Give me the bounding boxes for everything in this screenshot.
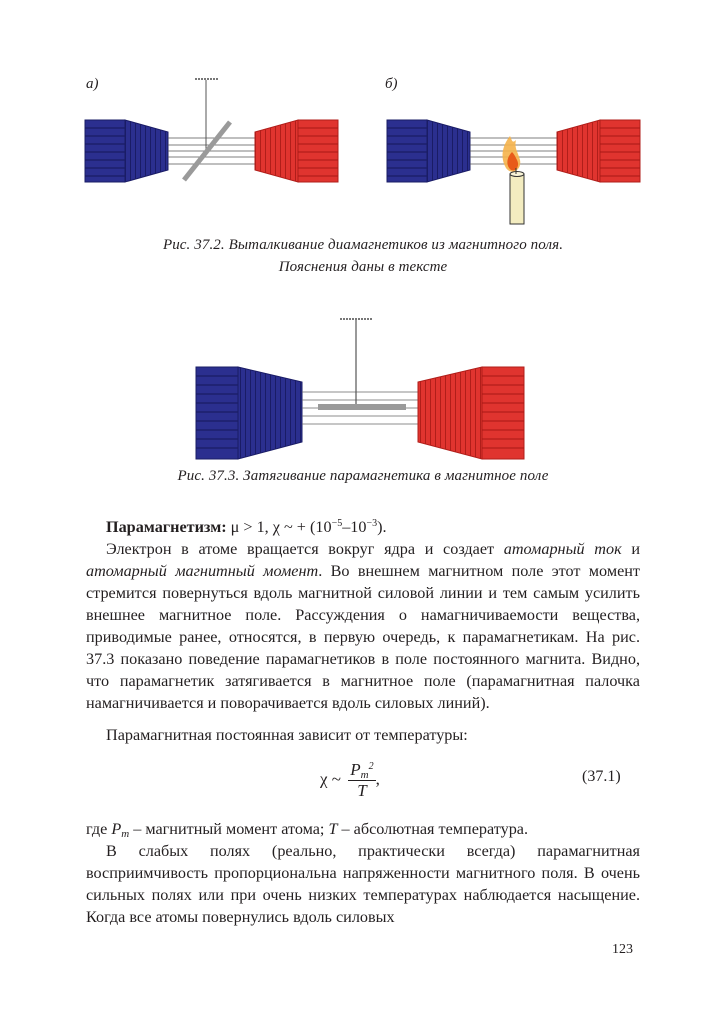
formula-num-P: P	[350, 760, 361, 779]
p1-text-a: Электрон в атоме вращается вокруг ядра и создает	[106, 540, 504, 558]
formula-numerator	[348, 760, 375, 781]
figure-37-2	[80, 76, 650, 226]
figure-37-3-caption: Рис. 37.3. Затягивание парамагнетика в магнитное поле	[177, 468, 549, 484]
panel-a-diagram	[85, 79, 338, 182]
heading-colon: :	[221, 518, 227, 536]
p1-term-atomic-current: атомарный ток	[503, 540, 622, 558]
p1-text-b: и	[621, 540, 640, 558]
panel-b-label: б)	[385, 76, 398, 92]
formula-denominator: T	[357, 781, 367, 800]
heading-exp-1: −5	[331, 518, 343, 529]
paramagnetic-rod	[318, 404, 406, 410]
p1-term-atomic-moment: атомарный магнитный момент	[86, 562, 319, 580]
p3-text-b: – магнитный момент атома;	[129, 820, 329, 838]
heading-formula-a: μ > 1, χ ~ + (10	[226, 518, 332, 536]
p1-text-c: . Во внешнем магнитном поле этот момент стремится повернуться вдоль магнитной силовой линии и тем самым усилить внешнее магнитное поле. Рассуждения о намагничиваемости вещества, приводимые ранее, относятся, в первую очередь, к парамагнетикам. На рис. 37.3 показано поведение парамагнетиков в поле постоянного магнита. Видно, что парамагнетик затягивается в магнитное поле (парамагнитная палочка намагничивается и поворачивается вдоль силовых линий).	[86, 562, 640, 712]
caption-line-2: Пояснения даны в тексте	[278, 259, 448, 275]
left-magnet-blue	[387, 120, 470, 182]
heading-formula-c: ).	[377, 518, 387, 536]
formula-37-1	[320, 760, 380, 801]
p3-text-a: где	[86, 820, 112, 838]
caption-line-1: Рис. 37.2. Выталкивание диамагнетиков из магнитного поля.	[162, 237, 564, 253]
formula-fraction	[348, 760, 375, 801]
p3-symbol-m: m	[121, 828, 130, 840]
paragraph-2: Парамагнитная постоянная зависит от температуры:	[106, 726, 468, 744]
p3-symbol-P: P	[111, 820, 122, 838]
paragraph-3	[86, 818, 640, 840]
left-magnet-blue	[196, 367, 302, 459]
formula-lhs: χ ~	[320, 769, 341, 789]
p3-symbol-T: T	[328, 820, 338, 838]
page-number: 123	[612, 942, 633, 957]
paramagnetism-heading	[86, 516, 640, 538]
right-magnet-red	[557, 120, 640, 182]
right-magnet-red	[255, 120, 338, 182]
formula-num-sup: 2	[368, 761, 374, 772]
candle-flame	[503, 136, 521, 172]
paragraph-1	[86, 538, 640, 714]
paragraph-4: В слабых полях (реально, практически всегда) парамагнитная восприимчивость пропорциональна напряженности магнитного поля. В очень сильных полях или при очень низких температурах наблюдается насыщение. Когда все атомы повернулись вдоль силовых	[86, 842, 640, 926]
panel-b-diagram	[387, 120, 640, 224]
formula-number: (37.1)	[582, 768, 621, 785]
right-magnet-red	[418, 367, 524, 459]
panel-a-label: а)	[86, 76, 99, 92]
p3-text-c: – абсолютная температура.	[337, 820, 529, 838]
formula-comma: ,	[375, 769, 380, 789]
heading-term: Парамагнетизм	[106, 518, 222, 536]
figure-37-2-caption	[86, 234, 640, 278]
candle	[510, 168, 524, 224]
heading-exp-2: −3	[366, 518, 378, 529]
formula-num-sub: m	[360, 769, 369, 781]
heading-formula-b: –10	[342, 518, 367, 536]
figure-37-3	[190, 312, 530, 462]
left-magnet-blue	[85, 120, 168, 182]
suspension	[340, 319, 372, 404]
